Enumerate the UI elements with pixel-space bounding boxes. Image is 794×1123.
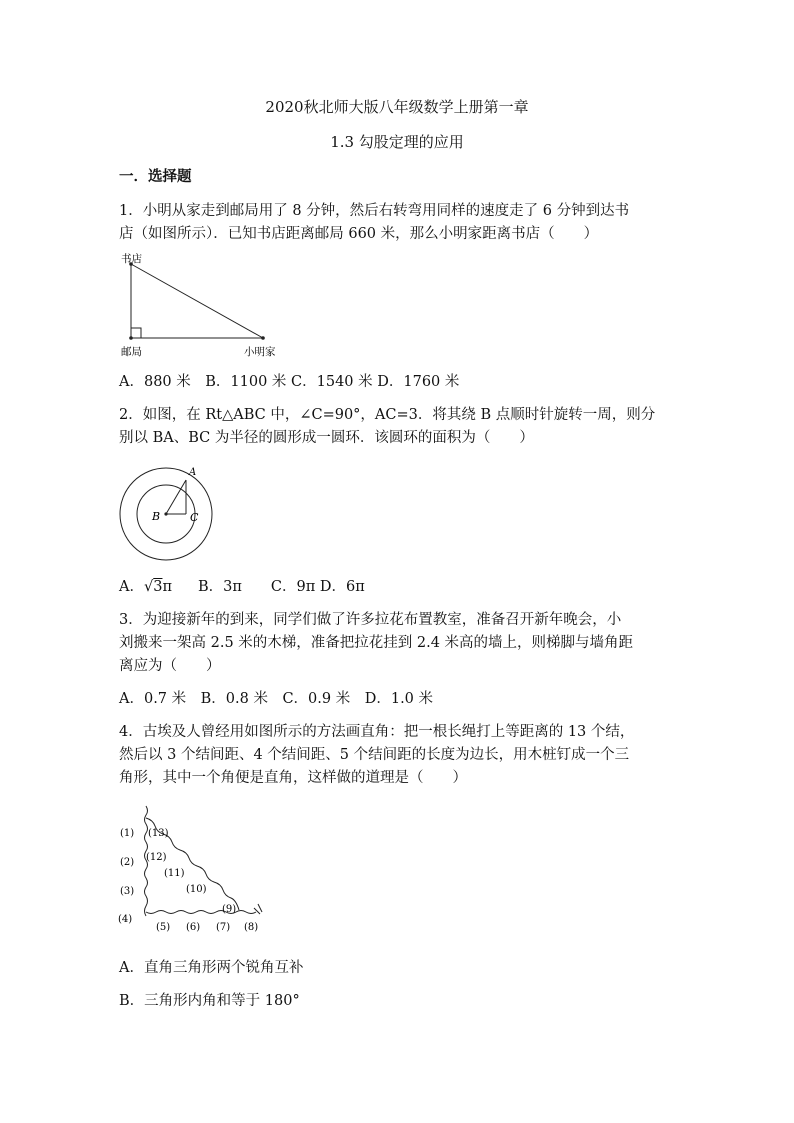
q2-options-rest: B．3π C．9π D．6π <box>198 579 365 595</box>
q1-line-2: 店（如图所示）．已知书店距离邮局 660 米，那么小明家距离书店（ ） <box>119 226 599 242</box>
q2-radicand: 3 <box>153 579 163 595</box>
q2-line-2: 别以 BA、BC 为半径的圆形成一圆环．该圆环的面积为（ ） <box>119 430 534 446</box>
q4-line-3: 角形，其中一个角便是直角，这样做的道理是（ ） <box>119 770 467 786</box>
section-heading: 一．选择题 <box>119 168 192 185</box>
q2-option-a-prefix: A． <box>119 579 144 595</box>
q4-knot-label: (4) <box>118 914 133 925</box>
q1-hypotenuse <box>131 264 263 338</box>
document-title: 2020秋北师大版八年级数学上册第一章 <box>265 98 529 116</box>
q4-line-1: 4．古埃及人曾经用如图所示的方法画直角：把一根长绳打上等距离的 13 个结， <box>119 724 635 740</box>
q2-line-1: 2．如图，在 Rt△ABC 中，∠C=90°，AC=3．将其绕 B 点顺时针旋转一周，则分 <box>119 407 656 423</box>
q1-label-postoffice: 邮局 <box>121 346 142 358</box>
q4-knot-label: (6) <box>186 922 201 933</box>
q4-knot-label: (5) <box>156 922 171 933</box>
q2-figure <box>114 462 224 568</box>
q4-knot-label: (13) <box>148 828 169 839</box>
q2-option-a-suffix: π <box>162 579 172 595</box>
q2-radical-sign: √ <box>143 579 154 595</box>
q4-knot-label: (8) <box>244 922 259 933</box>
q4-knot-label: (7) <box>216 922 231 933</box>
q1-line-1: 1．小明从家走到邮局用了 8 分钟，然后右转弯用同样的速度走了 6 分钟到达书 <box>119 203 630 219</box>
q3-line-1: 3．为迎接新年的到来，同学们做了许多拉花布置教室，准备召开新年晚会，小 <box>119 612 622 628</box>
q4-knot-label: (10) <box>186 884 207 895</box>
q4-line-2: 然后以 3 个结间距、4 个结间距、5 个结间距的长度为边长，用木桩钉成一个三 <box>119 747 630 763</box>
q3-line-3: 离应为（ ） <box>119 658 221 674</box>
q3-line-2: 刘搬来一架高 2.5 米的木梯，准备把拉花挂到 2.4 米高的墙上，则梯脚与墙角距 <box>119 635 634 651</box>
q2-label-c: C <box>190 511 199 524</box>
q2-label-b: B <box>152 510 161 523</box>
q4-knot-label: (12) <box>146 852 167 863</box>
q4-option-a: A．直角三角形两个锐角互补 <box>119 960 304 976</box>
q4-knot-label: (11) <box>164 868 185 879</box>
q4-horizontal-rope <box>146 911 256 914</box>
q4-option-b: B．三角形内角和等于 180° <box>119 993 300 1009</box>
q4-knot-label: (1) <box>120 828 135 839</box>
q3-options: A．0.7 米 B．0.8 米 C．0.9 米 D．1.0 米 <box>119 691 434 707</box>
q4-knot-label: (9) <box>222 904 237 915</box>
q2-center-point <box>164 512 167 515</box>
q4-figure <box>112 800 272 940</box>
q2-label-a: A <box>189 467 197 478</box>
document-subtitle: 1.3 勾股定理的应用 <box>330 133 464 151</box>
q4-knot-label: (2) <box>120 857 135 868</box>
q1-figure <box>110 250 300 362</box>
q1-point-postoffice <box>129 336 133 340</box>
q1-label-home: 小明家 <box>244 346 276 358</box>
q1-point-home <box>261 336 265 340</box>
q1-right-angle-mark <box>131 328 141 338</box>
q1-options: A．880 米 B．1100 米 C．1540 米 D．1760 米 <box>119 374 460 390</box>
q1-label-bookstore: 书店 <box>121 253 142 265</box>
q2-options <box>119 577 365 597</box>
q4-knot-label: (3) <box>120 886 135 897</box>
